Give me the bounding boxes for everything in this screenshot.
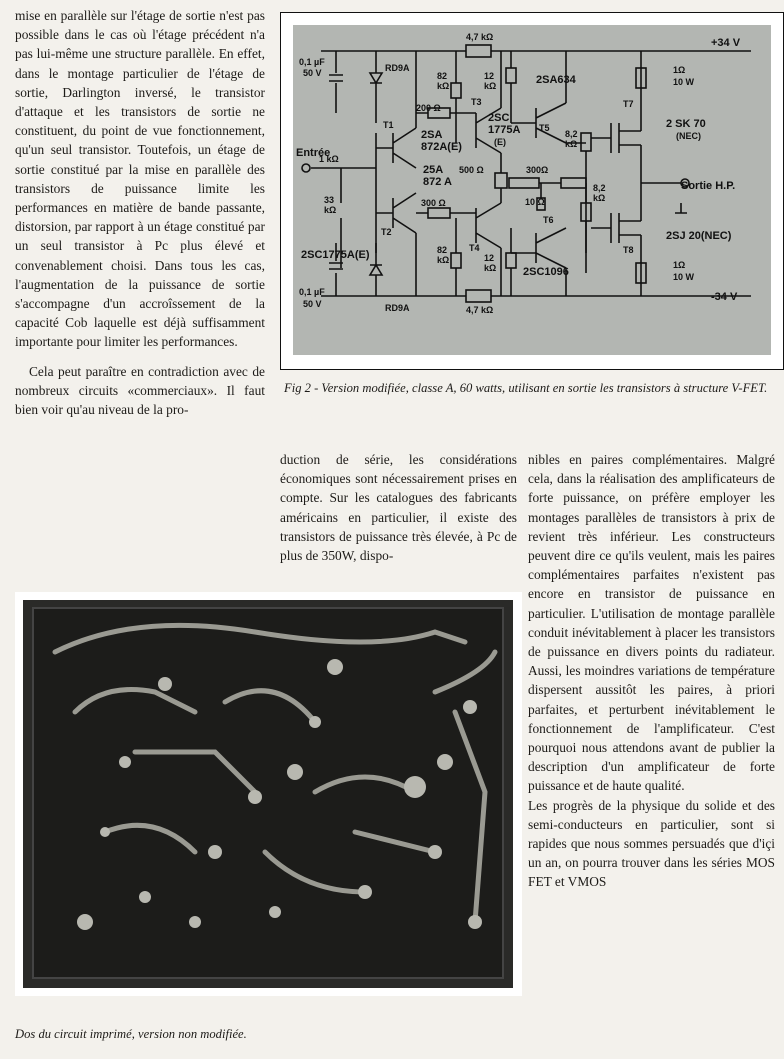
svg-text:1 kΩ: 1 kΩ [319, 154, 339, 164]
svg-text:T3: T3 [471, 97, 482, 107]
svg-text:82: 82 [437, 71, 448, 81]
pcb-image [15, 592, 522, 996]
right-text-column [528, 450, 775, 902]
middle-text-column [280, 450, 517, 575]
svg-text:4,7 kΩ: 4,7 kΩ [466, 305, 494, 315]
svg-text:2SC1096: 2SC1096 [523, 266, 569, 278]
left-text-column [15, 6, 265, 429]
svg-text:kΩ: kΩ [484, 81, 497, 91]
svg-text:10 W: 10 W [673, 77, 695, 87]
svg-text:1Ω: 1Ω [673, 65, 686, 75]
paragraph: mise en parallèle sur l'étage de sortie n'est pas possible dans le cas où l'étage précédent n'a pas lui-même une structure parallèle. En effet, dans le montage particulier de l'étage de sortie, Darlington inversé, le transistor d'attaque et les transistors de sortie ne constituent, du point de vue fonctionnement, qu'un seul transistor. Toutefois, un étage de sortie constitué par la mise en parallèle des transistors de puissance limite les performances en matière de bande passante, distorsion, par rapport à un étage constitué par un seul transistor à Pc plus élevé et convenablement choisi. Dans tous les cas, l'augmentation de la puissance de sortie s'accompagne d'un accroîssement de la capacité Cob laquelle est déjà suffisamment importante pour limiter les performances. [15, 8, 265, 350]
svg-text:kΩ: kΩ [565, 139, 578, 149]
figure-2-schematic [280, 12, 784, 370]
svg-text:12: 12 [484, 71, 495, 81]
svg-text:200 Ω: 200 Ω [416, 103, 441, 113]
svg-text:33: 33 [324, 195, 335, 205]
svg-text:kΩ: kΩ [437, 81, 450, 91]
schematic-diagram [281, 13, 783, 369]
svg-text:T1: T1 [383, 120, 394, 130]
svg-text:300 Ω: 300 Ω [421, 198, 446, 208]
svg-text:2SJ 20(NEC): 2SJ 20(NEC) [666, 230, 732, 242]
svg-text:(NEC): (NEC) [676, 131, 701, 141]
paragraph: Les progrès de la physique du solide et des semi-conducteurs en particulier, sont si rapides que nous sommes persuadés que d'içi un an, on pourra trouver dans les séries MOS FET et VMOS [528, 797, 775, 890]
pcb-photo [15, 592, 522, 996]
svg-text:kΩ: kΩ [324, 205, 337, 215]
svg-text:T2: T2 [381, 227, 392, 237]
svg-text:4,7 kΩ: 4,7 kΩ [466, 32, 494, 42]
svg-text:50 V: 50 V [303, 299, 322, 309]
svg-text:2SC1775A(E): 2SC1775A(E) [301, 249, 370, 261]
svg-text:RD9A: RD9A [385, 303, 410, 313]
svg-text:872A(E): 872A(E) [421, 141, 462, 153]
svg-text:T8: T8 [623, 245, 634, 255]
svg-text:300Ω: 300Ω [526, 165, 549, 175]
svg-text:kΩ: kΩ [484, 263, 497, 273]
svg-text:1Ω: 1Ω [673, 260, 686, 270]
paragraph: nibles en paires complémentaires. Malgré cela, dans la réalisation des amplificateurs de forte puissance, on préfère employer les montages parallèles de transistors à prix de revient très inférieur. Les constructeurs peuvent dire ce qu'ils veulent, mais les paires complémentaires parfaites n'existent pas encore en transistor de puissance en particulier. L'utilisation de montage parallèle conduit inévitablement à placer les transistors de puissance en divers points du radiateur. Aussi, les moindres variations de température dispersent aussitôt les paires, à priori parfaites, et perturbent inévitablement le fonctionnement de l'amplificateur. C'est pourquoi nous attendons avant de publier la description d'un amplificateur de forte puissance et de haute qualité. [528, 452, 775, 794]
svg-text:2SA: 2SA [421, 129, 443, 141]
svg-text:T4: T4 [469, 243, 480, 253]
svg-text:872 A: 872 A [423, 176, 452, 188]
svg-text:50 V: 50 V [303, 68, 322, 78]
svg-text:0,1 µF: 0,1 µF [299, 287, 325, 297]
svg-text:2SA634: 2SA634 [536, 74, 576, 86]
svg-text:2 SK 70: 2 SK 70 [666, 118, 706, 130]
svg-text:10 W: 10 W [673, 272, 695, 282]
svg-text:8,2: 8,2 [565, 129, 578, 139]
svg-text:kΩ: kΩ [593, 193, 606, 203]
svg-text:10 Ω: 10 Ω [525, 197, 545, 207]
svg-text:12: 12 [484, 253, 495, 263]
svg-text:T7: T7 [623, 99, 634, 109]
svg-text:8,2: 8,2 [593, 183, 606, 193]
figure-2-caption: Fig 2 - Version modifiée, classe A, 60 watts, utilisant en sortie les transistors à structure V-FET. [284, 381, 768, 395]
svg-text:Entrée: Entrée [296, 147, 331, 159]
photo-caption: Dos du circuit imprimé, version non modifiée. [15, 1027, 247, 1041]
svg-text:0,1 µF: 0,1 µF [299, 57, 325, 67]
paragraph: Cela peut paraître en contradiction avec de nombreux circuits «commerciaux». Il faut bien voir qu'au niveau de la pro- [15, 363, 265, 418]
svg-text:kΩ: kΩ [437, 255, 450, 265]
svg-text:(E): (E) [494, 137, 506, 147]
svg-text:-34 V: -34 V [711, 291, 738, 303]
svg-text:T6: T6 [543, 215, 554, 225]
svg-text:2SC: 2SC [488, 112, 510, 124]
svg-text:T5: T5 [539, 123, 550, 133]
svg-text:82: 82 [437, 245, 448, 255]
svg-text:500 Ω: 500 Ω [459, 165, 484, 175]
svg-text:+34 V: +34 V [711, 37, 741, 49]
svg-text:25A: 25A [423, 164, 444, 176]
svg-text:RD9A: RD9A [385, 63, 410, 73]
paragraph: duction de série, les considérations économiques sont nécessairement prises en compte. Sur les catalogues des fabricants américains en particulier, il existe des transistors de puissance très élevée, à Pc de plus de 350W, dispo- [280, 452, 517, 564]
svg-text:Sortie H.P.: Sortie H.P. [681, 180, 736, 192]
svg-text:1775A: 1775A [488, 124, 521, 136]
